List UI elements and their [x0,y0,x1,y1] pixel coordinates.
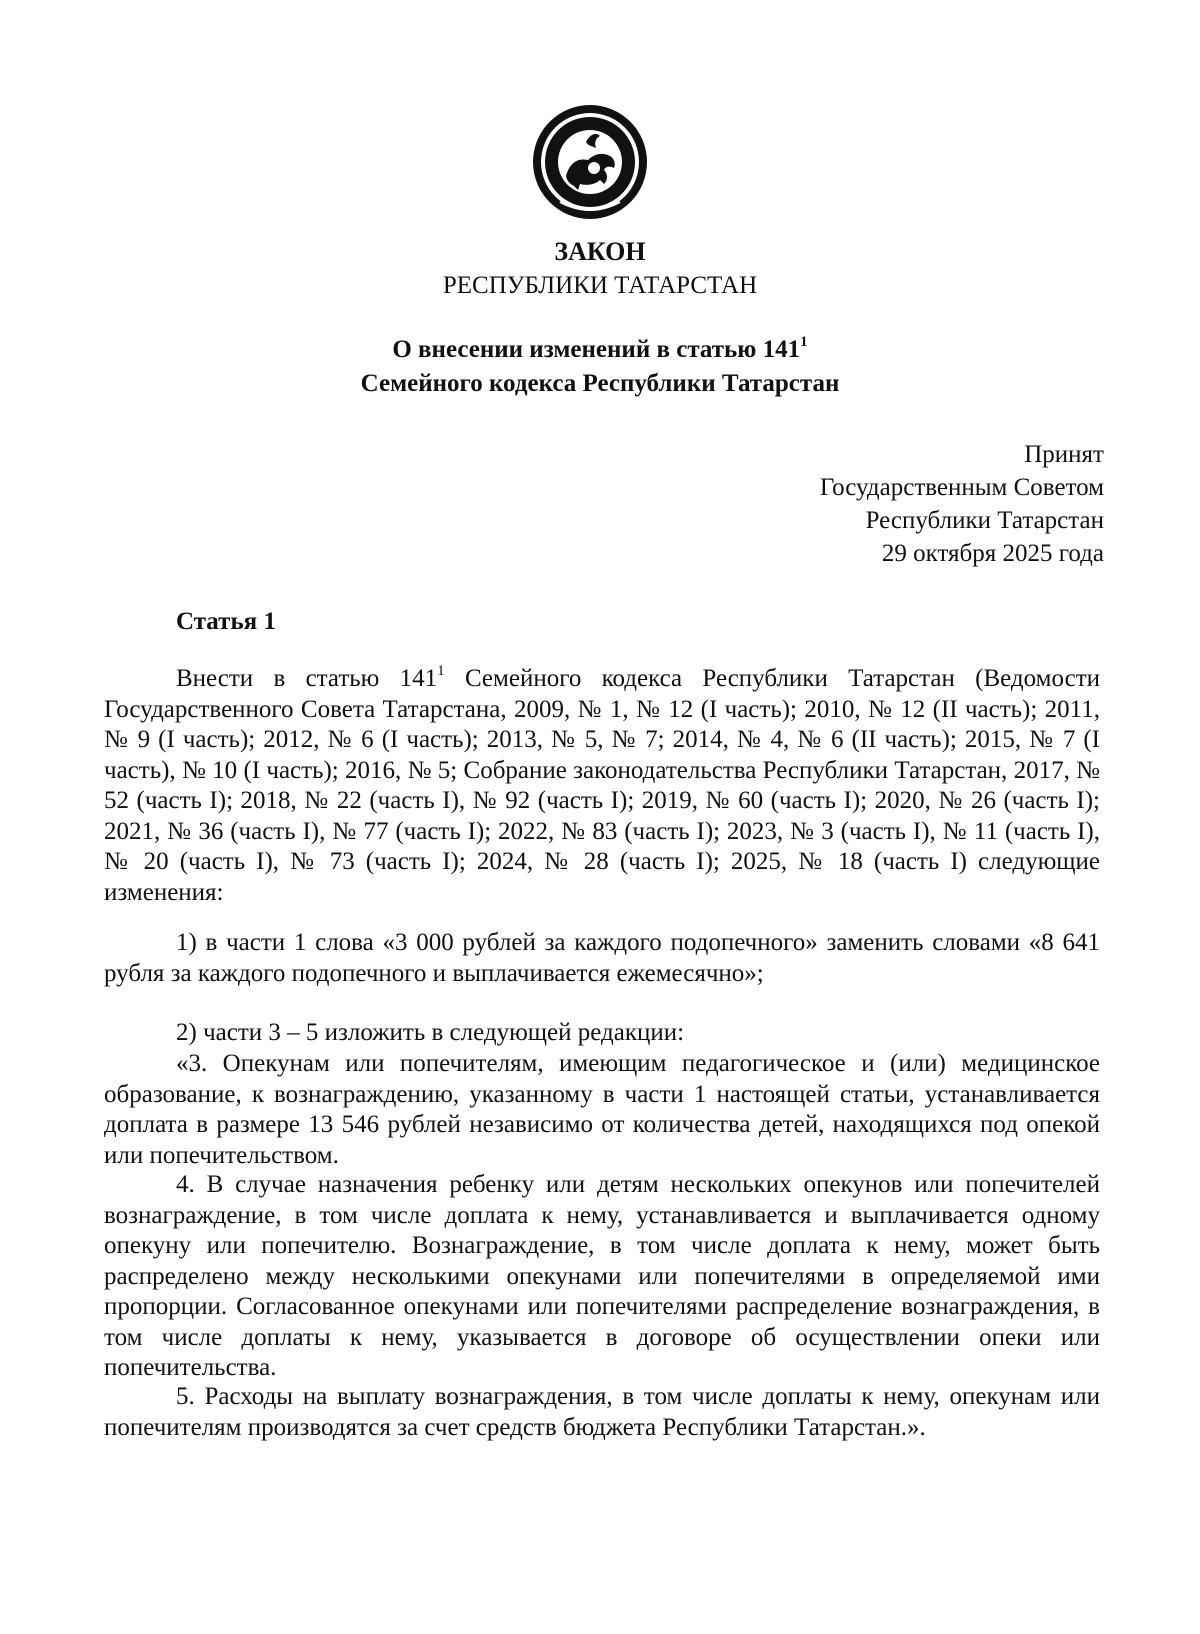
part-4-paragraph: 4. В случае назначения ребенку или детям нескольких опекунов или попечителей вознаграждение, в том числе доплата к нему, устанавливается и выплачивается одному опекуну или попечителю. Вознаграждение, в том числе доплата к нему, может быть распределено между несколькими опекунами или попечителями в определяемой ими пропорции. Согласованное опекунами или попечителями распределение вознаграждения, в том числе доплаты к нему, указывается в договоре об осуществлении опеки или попечительства. [104,1171,1100,1381]
law-subtitle-line2: Семейного кодекса Республики Татарстан [360,370,840,397]
tatarstan-emblem-icon [530,102,650,222]
republic-title: РЕСПУБЛИКИ ТАТАРСТАН [442,272,758,299]
item-1-paragraph: 1) в части 1 слова «3 000 рублей за каждого подопечного» заменить словами «8 641 рубля за каждого подопечного и выплачивается ежемесячно»; [104,929,1100,987]
part-5-paragraph: 5. Расходы на выплату вознаграждения, в том числе доплаты к нему, опекунам или попечителям производятся за счет средств бюджета Республики Татарстан.». [104,1383,1100,1441]
article-heading: Статья 1 [176,608,276,635]
law-subtitle-line1: О внесении изменений в статью $141^1$ [392,334,808,363]
article-intro-paragraph: Внести в статью $141^1$ Семейного кодекса Республики Татарстан (Ведомости Государственного Совета Татарстана, 2009, № 1, № 12 (I часть); 2010, № 12 (II часть); 2011, № 9 (I часть); 2012, № 6 (I часть); 2013, № 5, № 7; 2014, № 4, № 6 (II часть); 2015, № 7 (I часть), № 10 (I часть); 2016, № 5; Собрание законодательства Республики Татарстан, 2017, № 52 (часть I); 2018, № 22 (часть I), № 92 (часть I); 2019, № 60 (часть I); 2020, № 26 (часть I); 2021, № 36 (часть I), № 77 (часть I); 2022, № 83 (часть I); 2023, № 3 (часть I), № 11 (часть I), № 20 (часть I), № 73 (часть I); 2024, № 28 (часть I); 2025, № 18 (часть I) следующие изменения: [104,663,1101,906]
adoption-line: Государственным Советом [819,474,1104,501]
item-2-paragraph: 2) части 3 – 5 изложить в следующей редакции: [176,1019,685,1046]
adoption-block [820,438,1104,570]
adoption-line: Республики Татарстан [865,507,1104,534]
part-3-paragraph: «3. Опекунам или попечителям, имеющим педагогическое и (или) медицинское образование, к вознаграждению, указанному в части 1 настоящей статьи, устанавливается доплата в размере 13 546 рублей независимо от количества детей, находящихся под опекой или попечительством. [104,1050,1100,1169]
adoption-line: Принят [1024,441,1104,468]
law-title: ЗАКОН [554,237,646,266]
adoption-date: 29 октября 2025 года [881,540,1104,567]
